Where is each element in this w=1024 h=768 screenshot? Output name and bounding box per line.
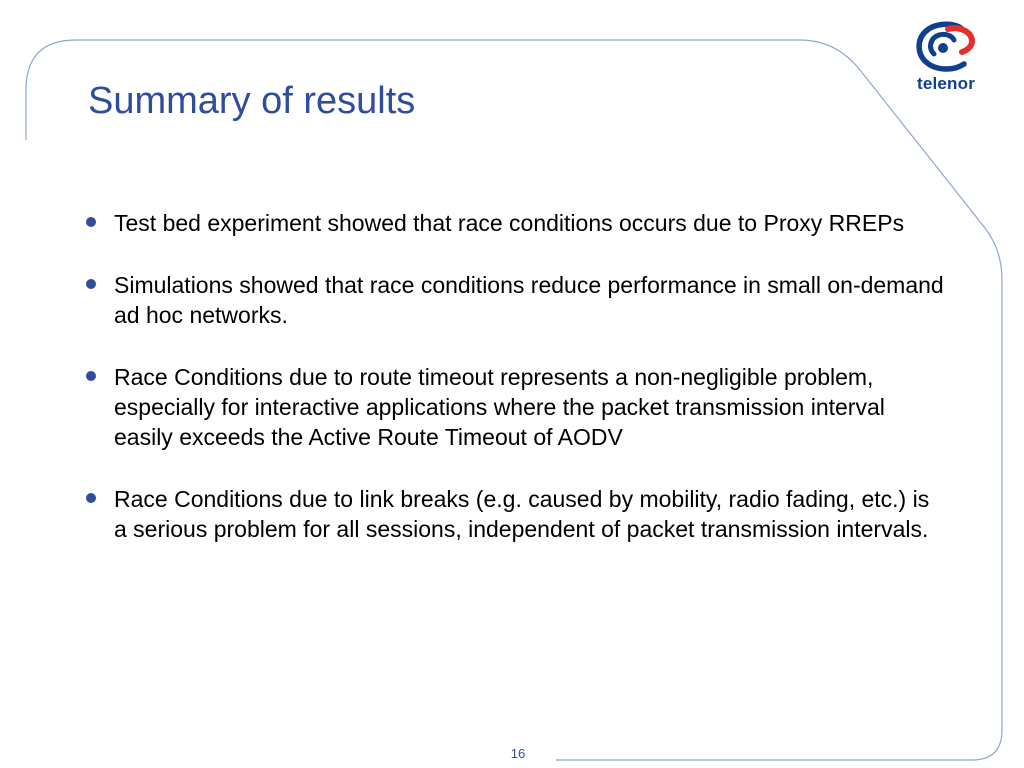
page-number: 16 xyxy=(510,746,526,761)
bullet-dot-icon xyxy=(86,279,96,289)
telenor-logo xyxy=(906,20,986,100)
telenor-logo-text: telenor xyxy=(916,74,976,93)
bullet-dot-icon xyxy=(86,493,96,503)
bullet-item xyxy=(86,208,946,238)
telenor-logo-icon xyxy=(914,20,978,72)
bullet-item xyxy=(86,270,946,330)
bullet-item xyxy=(86,362,946,452)
bullet-item xyxy=(86,484,946,544)
slide-title: Summary of results xyxy=(88,80,416,122)
bullet-text: Race Conditions due to route timeout represents a non-negligible problem, especially for interactive applications where the packet transmission interval easily exceeds the Active Route Timeout of AODV xyxy=(114,364,885,450)
bullet-list xyxy=(86,208,946,576)
bullet-dot-icon xyxy=(86,371,96,381)
bullet-text: Simulations showed that race conditions reduce performance in small on-demand ad hoc networks. xyxy=(114,272,944,328)
bullet-text: Test bed experiment showed that race conditions occurs due to Proxy RREPs xyxy=(114,210,905,236)
bullet-dot-icon xyxy=(86,217,96,227)
bullet-text: Race Conditions due to link breaks (e.g. caused by mobility, radio fading, etc.) is a serious problem for all sessions, independent of packet transmission intervals. xyxy=(114,486,930,542)
